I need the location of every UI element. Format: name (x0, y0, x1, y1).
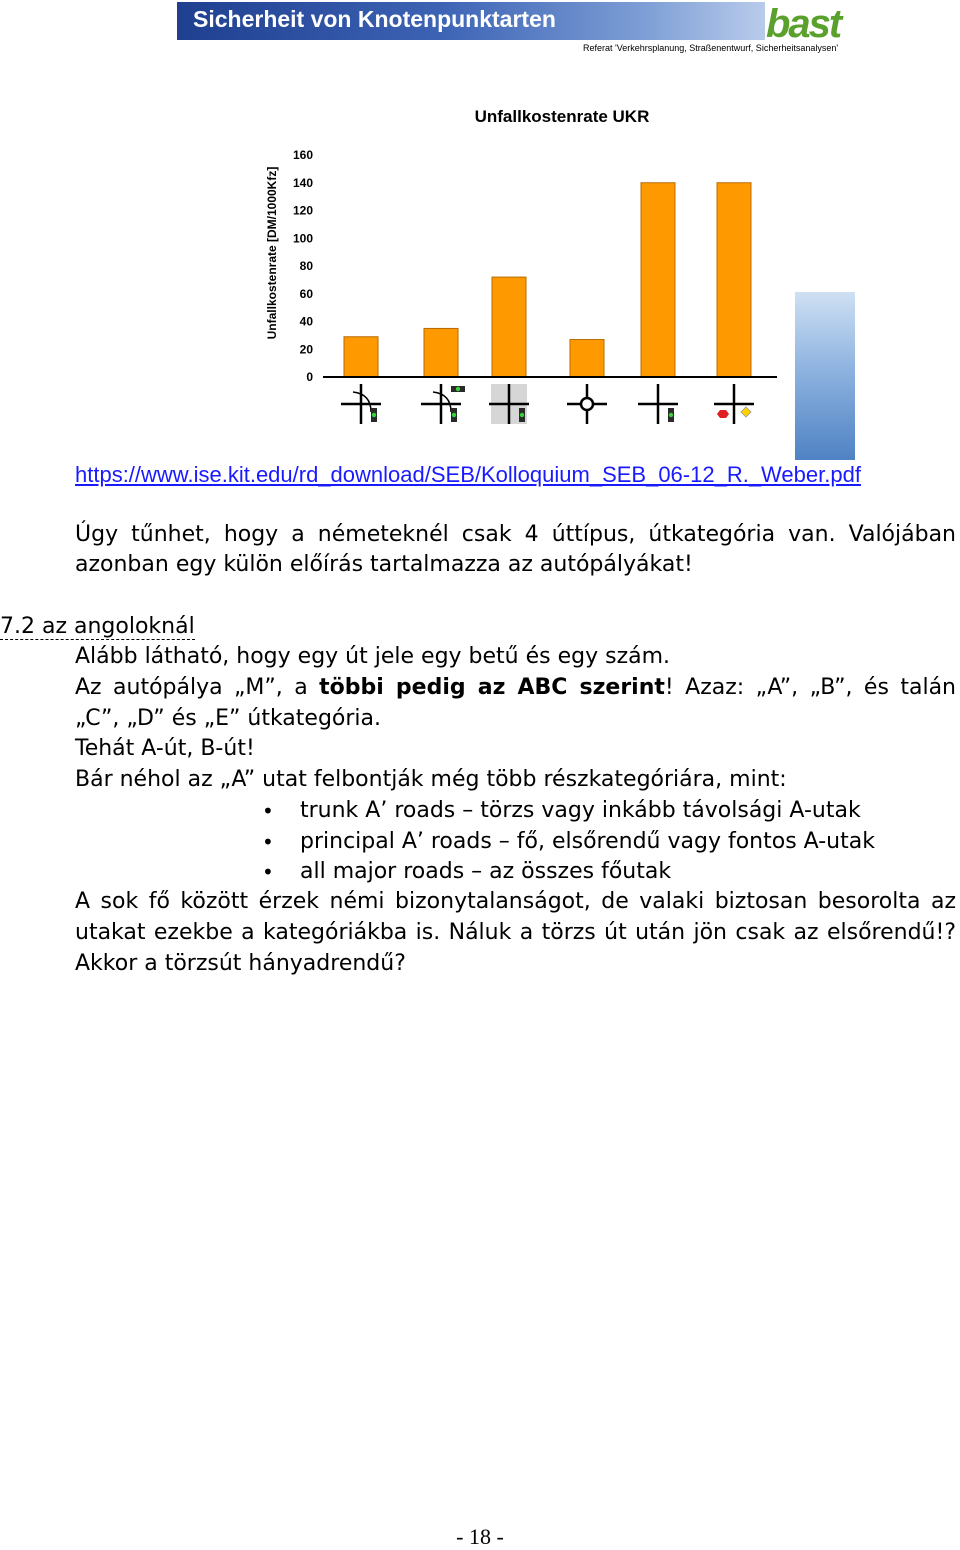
crossing-signal-icon (638, 384, 678, 424)
paragraph-2-line-5: Bár néhol az „A” utat felbontják még több részkategóriára, mint: (75, 767, 787, 792)
chart-bar (570, 340, 604, 377)
section-heading (0, 613, 195, 641)
embedded-slide-image (177, 2, 855, 460)
y-tick-label: 80 (299, 259, 313, 273)
y-tick-label: 160 (292, 148, 313, 162)
source-link-line (75, 461, 861, 490)
chart-bar (344, 337, 378, 377)
chart-bar (424, 328, 458, 377)
y-tick-label: 100 (292, 231, 313, 246)
mini-roundabout-icon (567, 384, 607, 424)
paragraph-2-line-3: „C”, „D” és „E” útkategória. (75, 706, 382, 731)
bullet-marker: • (262, 830, 274, 854)
paragraph-2-line-2 (75, 674, 956, 702)
chart-bar (492, 277, 526, 377)
crossing-signal-highlight-icon (489, 384, 529, 424)
signalized-crossing-icon (421, 384, 465, 424)
y-tick-label: 20 (299, 342, 313, 357)
paragraph-3-line-3: Akkor a törzsút hányadrendű? (75, 951, 406, 976)
y-tick-label: 60 (299, 286, 313, 301)
bold-text-run: többi pedig az ABC szerint (319, 675, 665, 700)
paragraph-2-line-1: Alább látható, hogy egy út jele egy betű és egy szám. (75, 644, 671, 669)
priority-crossing-icon (714, 384, 754, 424)
page-number: - 18 - (456, 1524, 504, 1549)
y-tick-label: 140 (292, 175, 313, 190)
paragraph-3-line-2: utakat ezekbe a kategóriákba is. Náluk a törzs út után jön csak az elsőrendű!? (75, 920, 956, 945)
junction-type-icons (341, 384, 754, 424)
bast-logo: bast (766, 2, 841, 46)
paragraph-1-line-2: azonban egy külön előírás tartalmazza az autópályákat! (75, 552, 693, 577)
bullet-item: trunk A’ roads – törzs vagy inkább távolsági A-utak (300, 798, 861, 823)
bullet-item: all major roads – az összes főutak (300, 859, 672, 884)
chart-bars (344, 183, 751, 377)
section-heading-text: 7.2 az angoloknál (0, 614, 195, 639)
slide-title: Sicherheit von Knotenpunktarten (193, 6, 556, 32)
chart-y-axis-label: Unfallkostenrate [DM/1000Kfz] (265, 166, 279, 340)
bar-chart (177, 2, 855, 460)
paragraph-2-line-4: Tehát A-út, B-út! (75, 736, 255, 761)
bullet-marker: • (262, 860, 274, 884)
y-tick-label: 40 (299, 314, 313, 329)
slide-source-note: Quelle: Eckstein, Meewes (667, 450, 783, 460)
y-tick-label: 120 (292, 203, 313, 218)
chart-bar (717, 183, 751, 377)
paragraph-1-line-1: Úgy tűnhet, hogy a németeknél csak 4 úttípus, útkategória van. Valójában (75, 522, 956, 547)
bullet-item: principal A’ roads – fő, elsőrendű vagy fontos A-utak (300, 829, 875, 854)
chart-title: Unfallkostenrate UKR (474, 107, 650, 126)
source-link[interactable]: https://www.ise.kit.edu/rd_download/SEB/Kolloquium_SEB_06-12_R._Weber.pdf (75, 462, 861, 487)
y-axis-ticks (293, 148, 313, 384)
chart-bar (641, 183, 675, 377)
text-run: Az autópálya „M”, a (75, 675, 320, 700)
paragraph-3-line-1: A sok fő között érzek némi bizonytalanságot, de valaki biztosan besorolta az (75, 889, 956, 914)
bullet-marker: • (262, 799, 274, 823)
slide-subtitle: Referat 'Verkehrsplanung, Straßenentwurf, Sicherheitsanalysen' (583, 43, 839, 53)
y-tick-label: 0 (306, 370, 313, 384)
roundabout-signal-icon (341, 384, 381, 424)
text-run: ! Azaz: „A”, „B”, és talán (664, 675, 956, 700)
